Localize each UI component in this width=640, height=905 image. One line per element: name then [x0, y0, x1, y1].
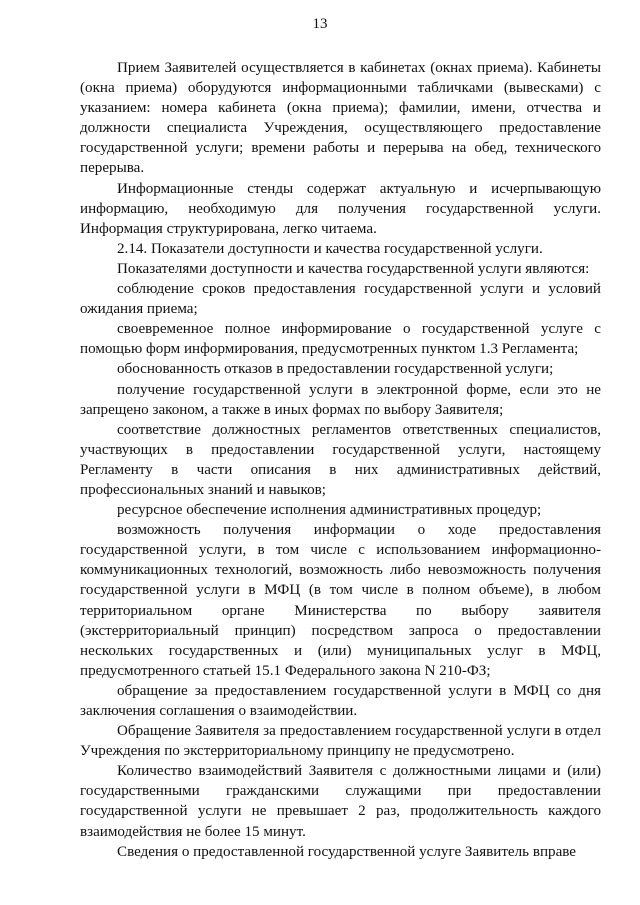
paragraph-regulations-compliance: соответствие должностных регламентов ответственных специалистов, участвующих в предоставлении государственной услуги, настоящему Регламенту в части описания в них административных действий, профессиональных знаний и навыков; — [80, 421, 601, 498]
document-body — [80, 58, 601, 862]
paragraph-electronic-form: получение государственной услуги в электронной форме, если это не запрещено законом, а также в иных формах по выбору Заявителя; — [80, 381, 601, 418]
paragraph-indicators-intro: Показателями доступности и качества государственной услуги являются: — [117, 260, 590, 277]
paragraph-info-stands: Информационные стенды содержат актуальную и исчерпывающую информацию, необходимую для получения государственной услуги. Информация структурирована, легко читаема. — [80, 180, 601, 237]
paragraph-mfc-request: обращение за предоставлением государственной услуги в МФЦ со дня заключения соглашения о взаимодействии. — [80, 682, 601, 719]
paragraph-refusals: обоснованность отказов в предоставлении государственной услуги; — [117, 361, 554, 378]
paragraph-deadlines: соблюдение сроков предоставления государственной услуги и условий ожидания приема; — [80, 281, 601, 318]
paragraph-progress-info: возможность получения информации о ходе предоставления государственной услуги, в том числе с использованием информационно-коммуникационных технологий, возможность либо невозможность получения государственной услуги в МФЦ (в том числе в полном объеме), в любом территориальном органе Министерства по выбору заявителя (экстерриториальный принцип) посредством запроса о предоставлении нескольких государственных и (или) муниципальных услуг в МФЦ, предусмотренного статьей 15.1 Федерального закона N 210-ФЗ; — [80, 522, 601, 679]
paragraph-extraterritorial: Обращение Заявителя за предоставлением государственной услуги в отдел Учреждения по экстерриториальному принципу не предусмотрено. — [80, 723, 601, 760]
paragraph-resources: ресурсное обеспечение исполнения административных процедур; — [117, 502, 542, 519]
section-heading-2-14: 2.14. Показатели доступности и качества государственной услуги. — [117, 240, 543, 257]
paragraph-informing: своевременное полное информирование о государственной услуге с помощью форм информирования, предусмотренных пунктом 1.3 Регламента; — [80, 321, 601, 358]
paragraph-reception-rooms: Прием Заявителей осуществляется в кабинетах (окнах приема). Кабинеты (окна приема) оборудуются информационными табличками (вывесками) с указанием: номера кабинета (окна приема); фамилии, имени, отчества и должности специалиста Учреждения, осуществляющего предоставление государственной услуги; времени работы и перерыва на обед, технического перерыва. — [80, 60, 601, 177]
paragraph-service-info: Сведения о предоставленной государственной услуге Заявитель вправе — [117, 843, 577, 860]
paragraph-interactions-count: Количество взаимодействий Заявителя с должностными лицами и (или) государственными гражданскими служащими при предоставлении государственной услуги не превышает 2 раз, продолжительность каждого взаимодействия не более 15 минут. — [80, 763, 601, 840]
page-number: 13 — [312, 16, 328, 32]
